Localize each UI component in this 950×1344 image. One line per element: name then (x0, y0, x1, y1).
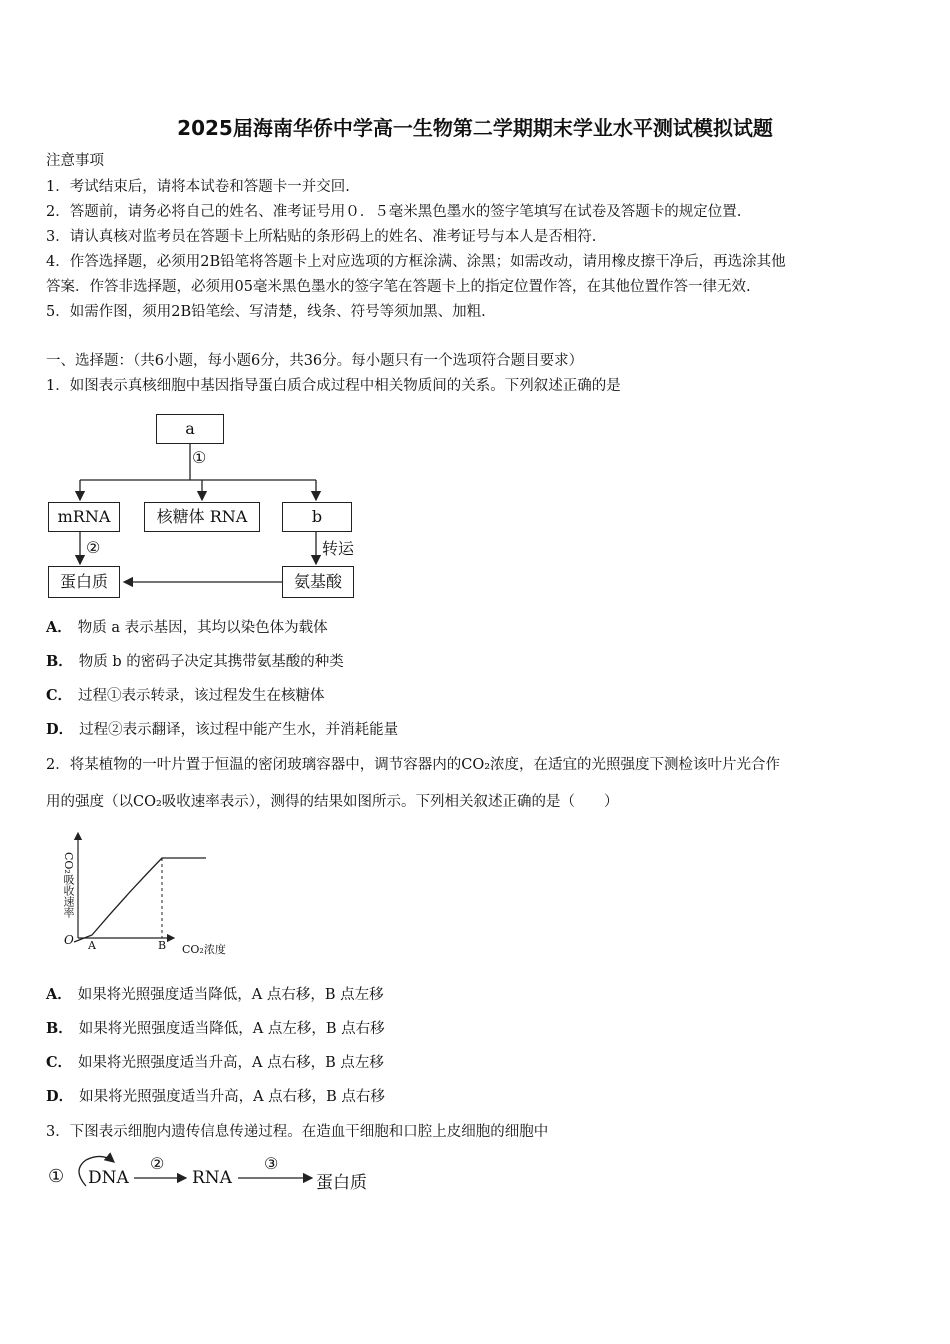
option-key: D． (46, 721, 74, 738)
node-amino-acid: 氨基酸 (282, 566, 354, 598)
step-2-label: ② (86, 538, 101, 557)
node-mrna: mRNA (48, 502, 120, 532)
option-text: 如果将光照强度适当降低，A 点左移，B 点右移 (78, 1021, 385, 1037)
origin-label: O (64, 933, 74, 947)
notice-item: 5．如需作图，须用2B铅笔绘、写清楚，线条、符号等须加黑、加粗. (46, 304, 486, 320)
q2-option-b[interactable] (46, 1019, 385, 1039)
flow-dna: DNA (88, 1168, 129, 1188)
q2-option-d[interactable] (46, 1087, 385, 1107)
option-text: 过程①表示转录，该过程发生在核糖体 (78, 688, 325, 704)
flow-step-2: ② (150, 1154, 165, 1173)
option-text: 物质 b 的密码子决定其携带氨基酸的种类 (78, 654, 344, 670)
q2-chart (46, 825, 246, 965)
node-rrna: 核糖体 RNA (144, 502, 260, 532)
step-1-label: ① (192, 448, 207, 467)
option-text: 如果将光照强度适当升高，A 点右移，B 点右移 (79, 1089, 385, 1105)
option-text: 如果将光照强度适当升高，A 点右移，B 点左移 (78, 1055, 384, 1071)
notice-item: 3．请认真核对监考员在答题卡上所粘贴的条形码上的姓名、准考证号与本人是否相符. (46, 229, 597, 245)
question-1-stem: 1．如图表示真核细胞中基因指导蛋白质合成过程中相关物质间的关系。下列叙述正确的是 (46, 378, 621, 394)
option-text: 如果将光照强度适当降低，A 点右移，B 点左移 (77, 987, 384, 1003)
option-key: D． (46, 1088, 74, 1105)
flow-step-3: ③ (264, 1154, 279, 1173)
option-key: A． (46, 986, 72, 1003)
question-2-stem: 2．将某植物的一叶片置于恒温的密闭玻璃容器中，调节容器内的CO₂浓度，在适宜的光照强度下测检该叶片光合作 (46, 757, 781, 773)
point-b-label: B (158, 939, 167, 952)
flow-step-1: ① (48, 1166, 65, 1187)
notice-item: 4．作答选择题，必须用2B铅笔将答题卡上对应选项的方框涂满、涂黑；如需改动，请用橡皮擦干净后，再选涂其他 (46, 254, 786, 270)
question-3-stem: 3．下图表示细胞内遗传信息传递过程。在造血干细胞和口腔上皮细胞的细胞中 (46, 1124, 549, 1140)
q1-option-b[interactable] (46, 652, 344, 672)
option-text: 物质 a 表示基因，其均以染色体为载体 (77, 620, 328, 636)
option-key: B． (46, 653, 73, 670)
section-heading: 一、选择题：（共6小题，每小题6分，共36分。每小题只有一个选项符合题目要求） (46, 353, 584, 369)
point-a-label: A (88, 939, 96, 952)
node-b: b (282, 502, 352, 532)
q3-flow-diagram (46, 1152, 396, 1198)
option-key: A． (46, 619, 72, 636)
q2-option-c[interactable] (46, 1053, 384, 1073)
rate-curve (74, 858, 206, 942)
option-key: B． (46, 1020, 73, 1037)
flow-rna: RNA (192, 1168, 232, 1188)
notice-item: 2．答题前，请务必将自己的姓名、准考证号用０．５毫米黑色墨水的签字笔填写在试卷及答题卡的规定位置. (46, 204, 742, 220)
y-axis-label: CO₂吸收速率 (62, 852, 75, 918)
node-a: a (156, 414, 224, 444)
q2-option-a[interactable] (46, 985, 384, 1005)
page-title: 2025届海南华侨中学高一生物第二学期期末学业水平测试模拟试题 (177, 116, 773, 140)
q1-option-a[interactable] (46, 618, 328, 638)
option-key: C． (46, 687, 73, 704)
transport-label: 转运 (322, 539, 355, 558)
q1-option-c[interactable] (46, 686, 325, 706)
q1-option-d[interactable] (46, 720, 398, 740)
option-key: C． (46, 1054, 73, 1071)
notice-heading: 注意事项 (46, 153, 104, 169)
q1-diagram (46, 410, 366, 600)
node-protein: 蛋白质 (48, 566, 120, 598)
question-2-stem-cont: 用的强度（以CO₂吸收速率表示），测得的结果如图所示。下列相关叙述正确的是（ ） (46, 794, 619, 810)
flow-protein: 蛋白质 (316, 1173, 367, 1193)
notice-item: 答案．作答非选择题，必须用05毫米黑色墨水的签字笔在答题卡上的指定位置作答，在其他位置作答一律无效. (46, 279, 751, 295)
notice-item: 1．考试结束后，请将本试卷和答题卡一并交回. (46, 179, 350, 195)
option-text: 过程②表示翻译，该过程中能产生水，并消耗能量 (79, 722, 399, 738)
x-axis-label: CO₂浓度 (182, 943, 226, 956)
